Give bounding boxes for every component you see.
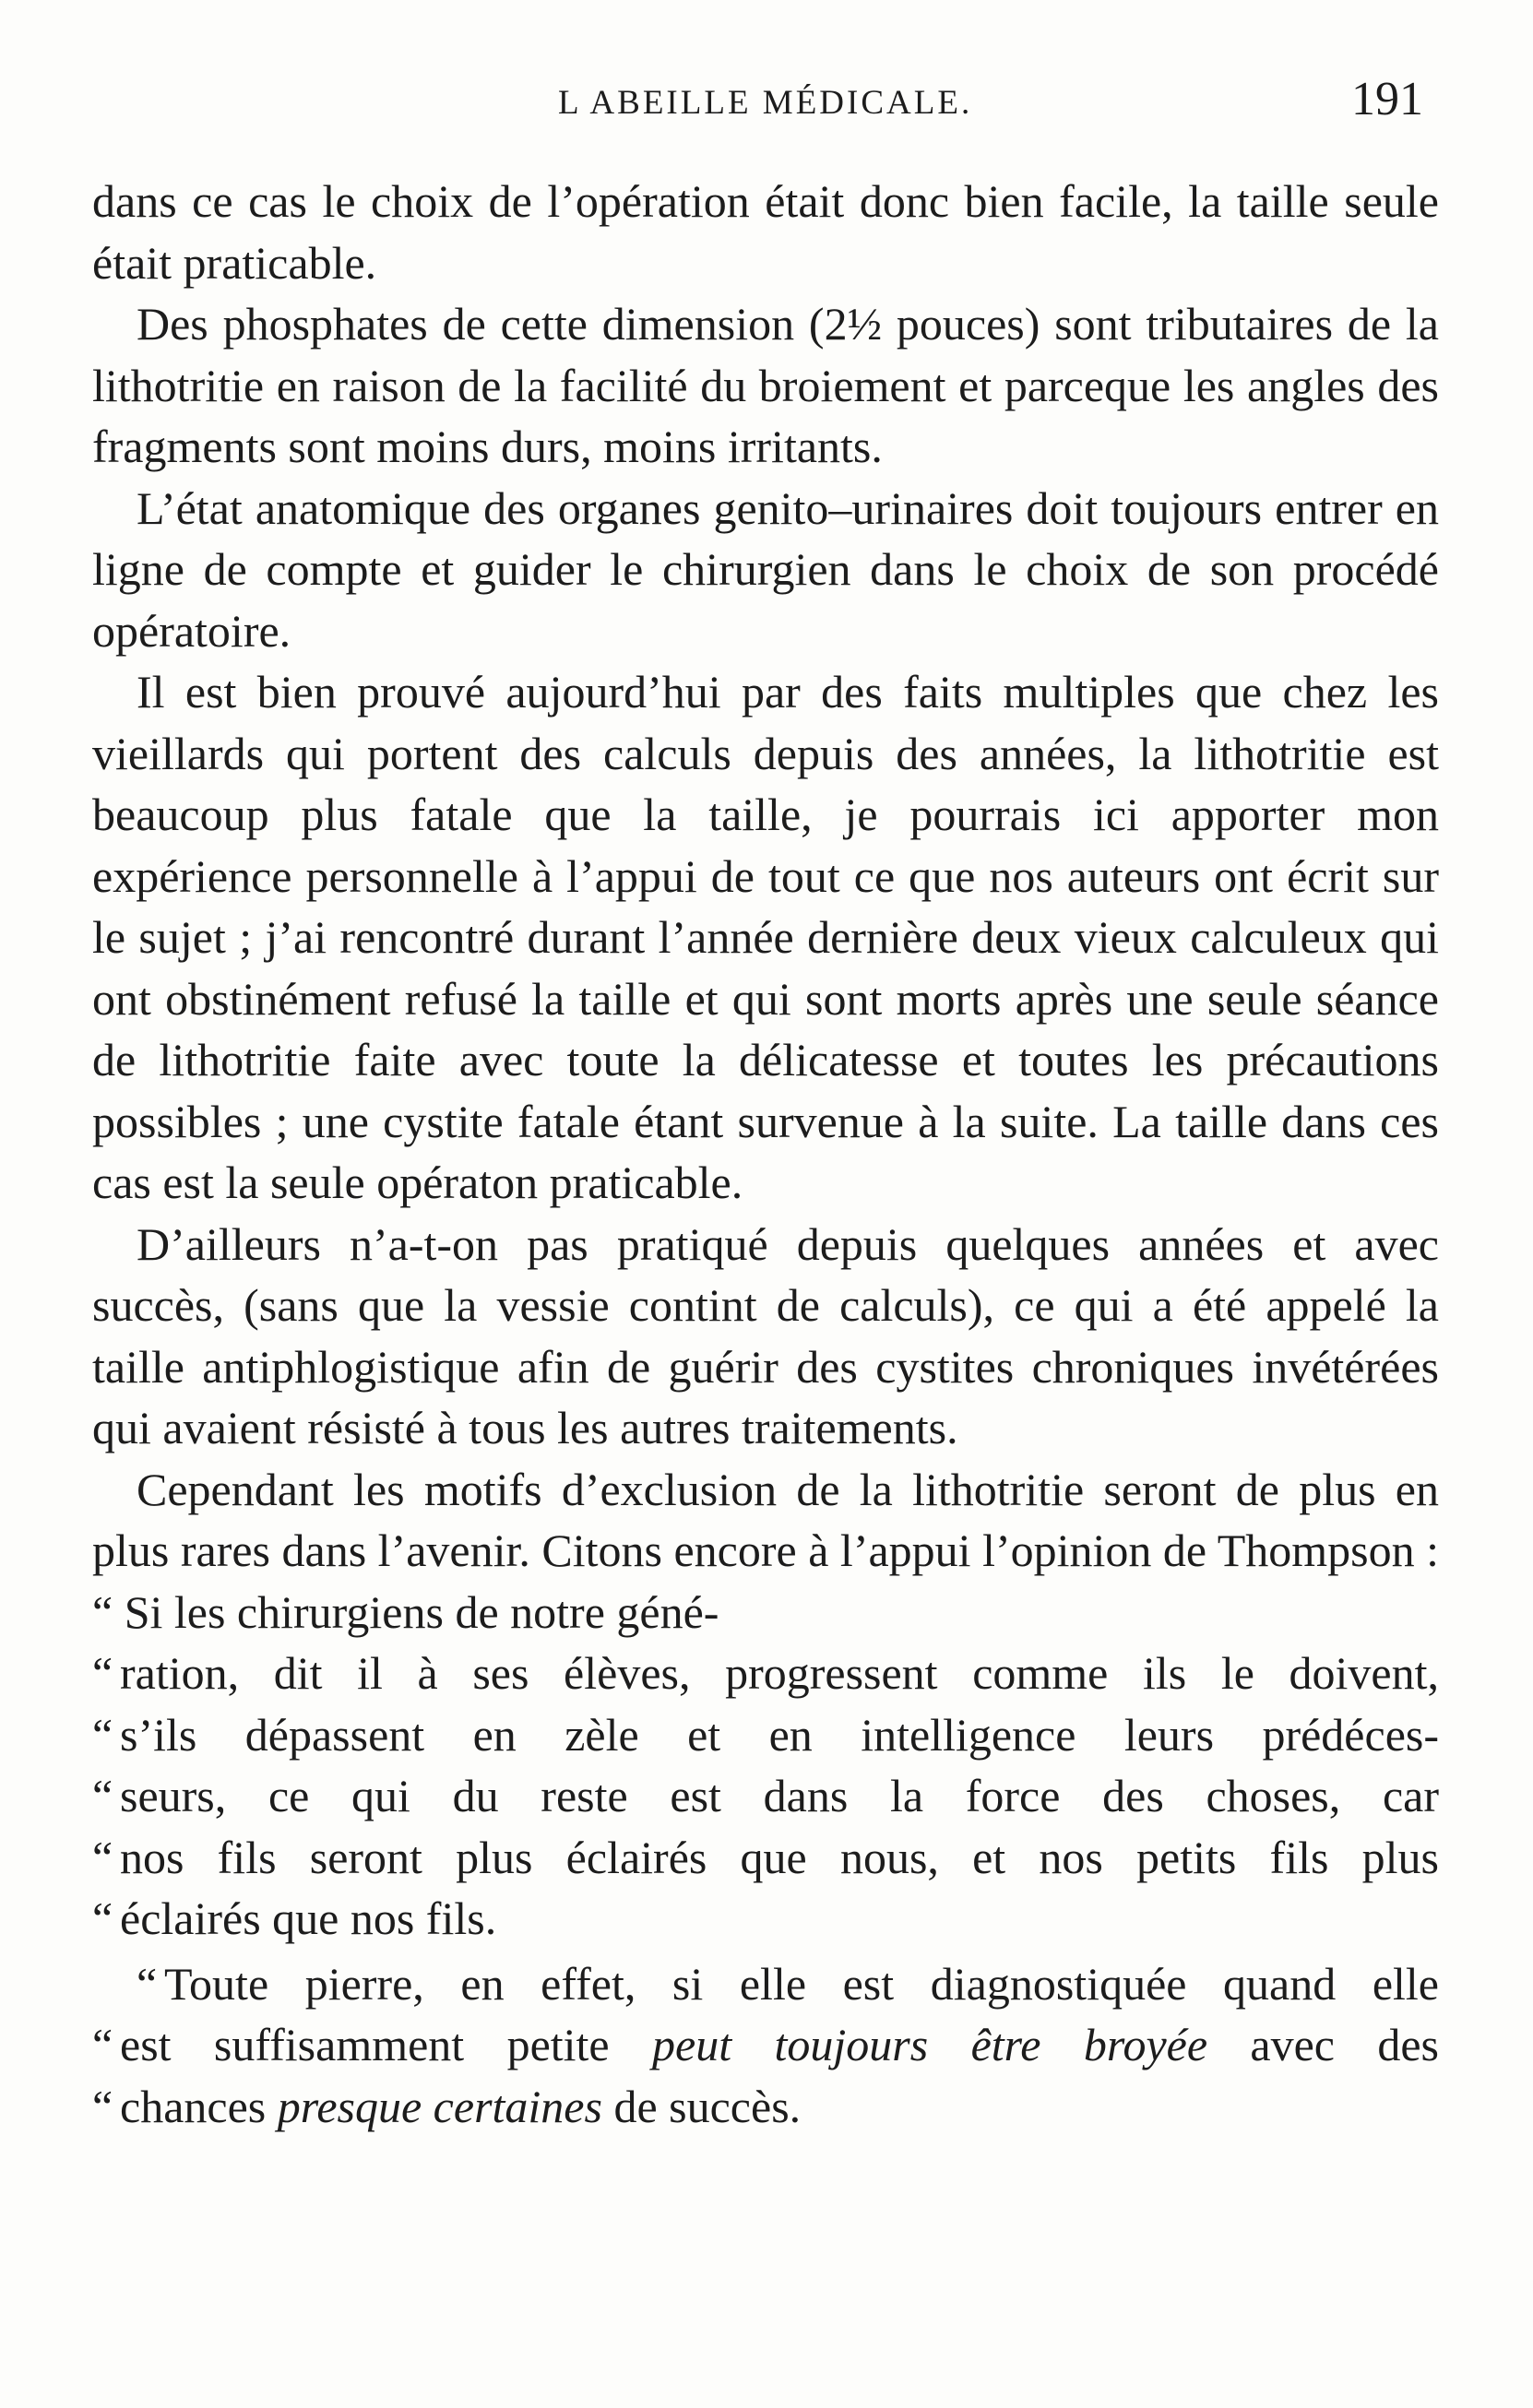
quote-mark: “ [92,2080,113,2132]
thompson-quote [92,1643,1439,1950]
quote-line: “ éclairés que nos fils. [92,1888,1439,1950]
thompson-quote-conclusion [92,1953,1439,2138]
page-number: 191 [1351,73,1423,125]
quote-mark: “ [92,1770,113,1821]
quote-line: “ s’ils dépassent en zèle et en intelligence leurs prédéces- [92,1704,1439,1766]
paragraph-antiphlogistic: D’ailleurs n’a-t-on pas pratiqué depuis quelques années et avec succès, (sans que la vessie contint de calculs), ce qui a été appelé la taille antiphlogistique afin de guérir des cystites chroniques invétérées qui avaient résisté à tous les autres traitements. [92,1217,1439,1453]
quote-mark: “ [92,1892,113,1944]
paragraph-thompson-intro: Cependant les motifs d’exclusion de la lithotritie seront de plus en plus rares dans l’avenir. Citons encore à l’appui l’opinion de Thompson : “ Si les chirurgiens de notre géné- [92,1463,1439,1638]
paragraph-phosphates: Des phosphates de cette dimension (2½ pouces) sont tributaires de la lithotritie en raison de la facilité du broiement et parceque les angles des fragments sont moins durs, moins irritants. [92,298,1439,472]
italic-emphasis: presque certaines [277,2080,602,2132]
quote-mark: “ [92,1831,113,1883]
quote-mark: “ [137,1957,158,2010]
paragraph-anatomical-state: L’état anatomique des organes genito–urinaires doit toujours entrer en ligne de compte et guider le chirurgien dans le choix de son procédé opératoire. [92,481,1439,657]
quote-mark: “ [92,1708,113,1761]
running-title: L ABEILLE MÉDICALE. [558,84,973,122]
quote-mark: “ [92,2019,113,2070]
quote-line: “ seurs, ce qui du reste est dans la force des choses, car [92,1765,1439,1827]
quote-mark: “ [92,1647,113,1699]
italic-emphasis: peut toujours être broyée [652,2019,1208,2070]
quote-line: “ Toute pierre, en effet, si elle est diagnostiquée quand elle [92,1953,1439,2015]
running-head [0,72,1533,136]
quote-line: “ est suffisamment petite peut toujours être broyée avec des [92,2014,1439,2076]
quote-line: “ chances presque certaines de succès. [92,2076,1439,2138]
quote-line: “ nos fils seront plus éclairés que nous, et nos petits fils plus [92,1827,1439,1889]
text-body [92,171,1439,2137]
paragraph-elderly-patients: Il est bien prouvé aujourd’hui par des faits multiples que chez les vieillards qui portent des calculs depuis des années, la lithotritie est beaucoup plus fatale que la taille, je pourrais ici apporter mon expérience personnelle à l’appui de tout ce que nos auteurs ont écrit sur le sujet ; j’ai rencontré durant l’année dernière deux vieux calculeux qui ont obstinément refusé la taille et qui sont morts après une seule séance de lithotritie faite avec toute la délicatesse et toutes les précautions possibles ; une cystite fatale étant survenue à la suite. La taille dans ces cas est la seule opératon praticable. [92,666,1439,1208]
paragraph-continued: dans ce cas le choix de l’opération était donc bien facile, la taille seule était praticable. [92,175,1439,289]
quote-line: “ ration, dit il à ses élèves, progressent comme ils le doivent, [92,1643,1439,1704]
